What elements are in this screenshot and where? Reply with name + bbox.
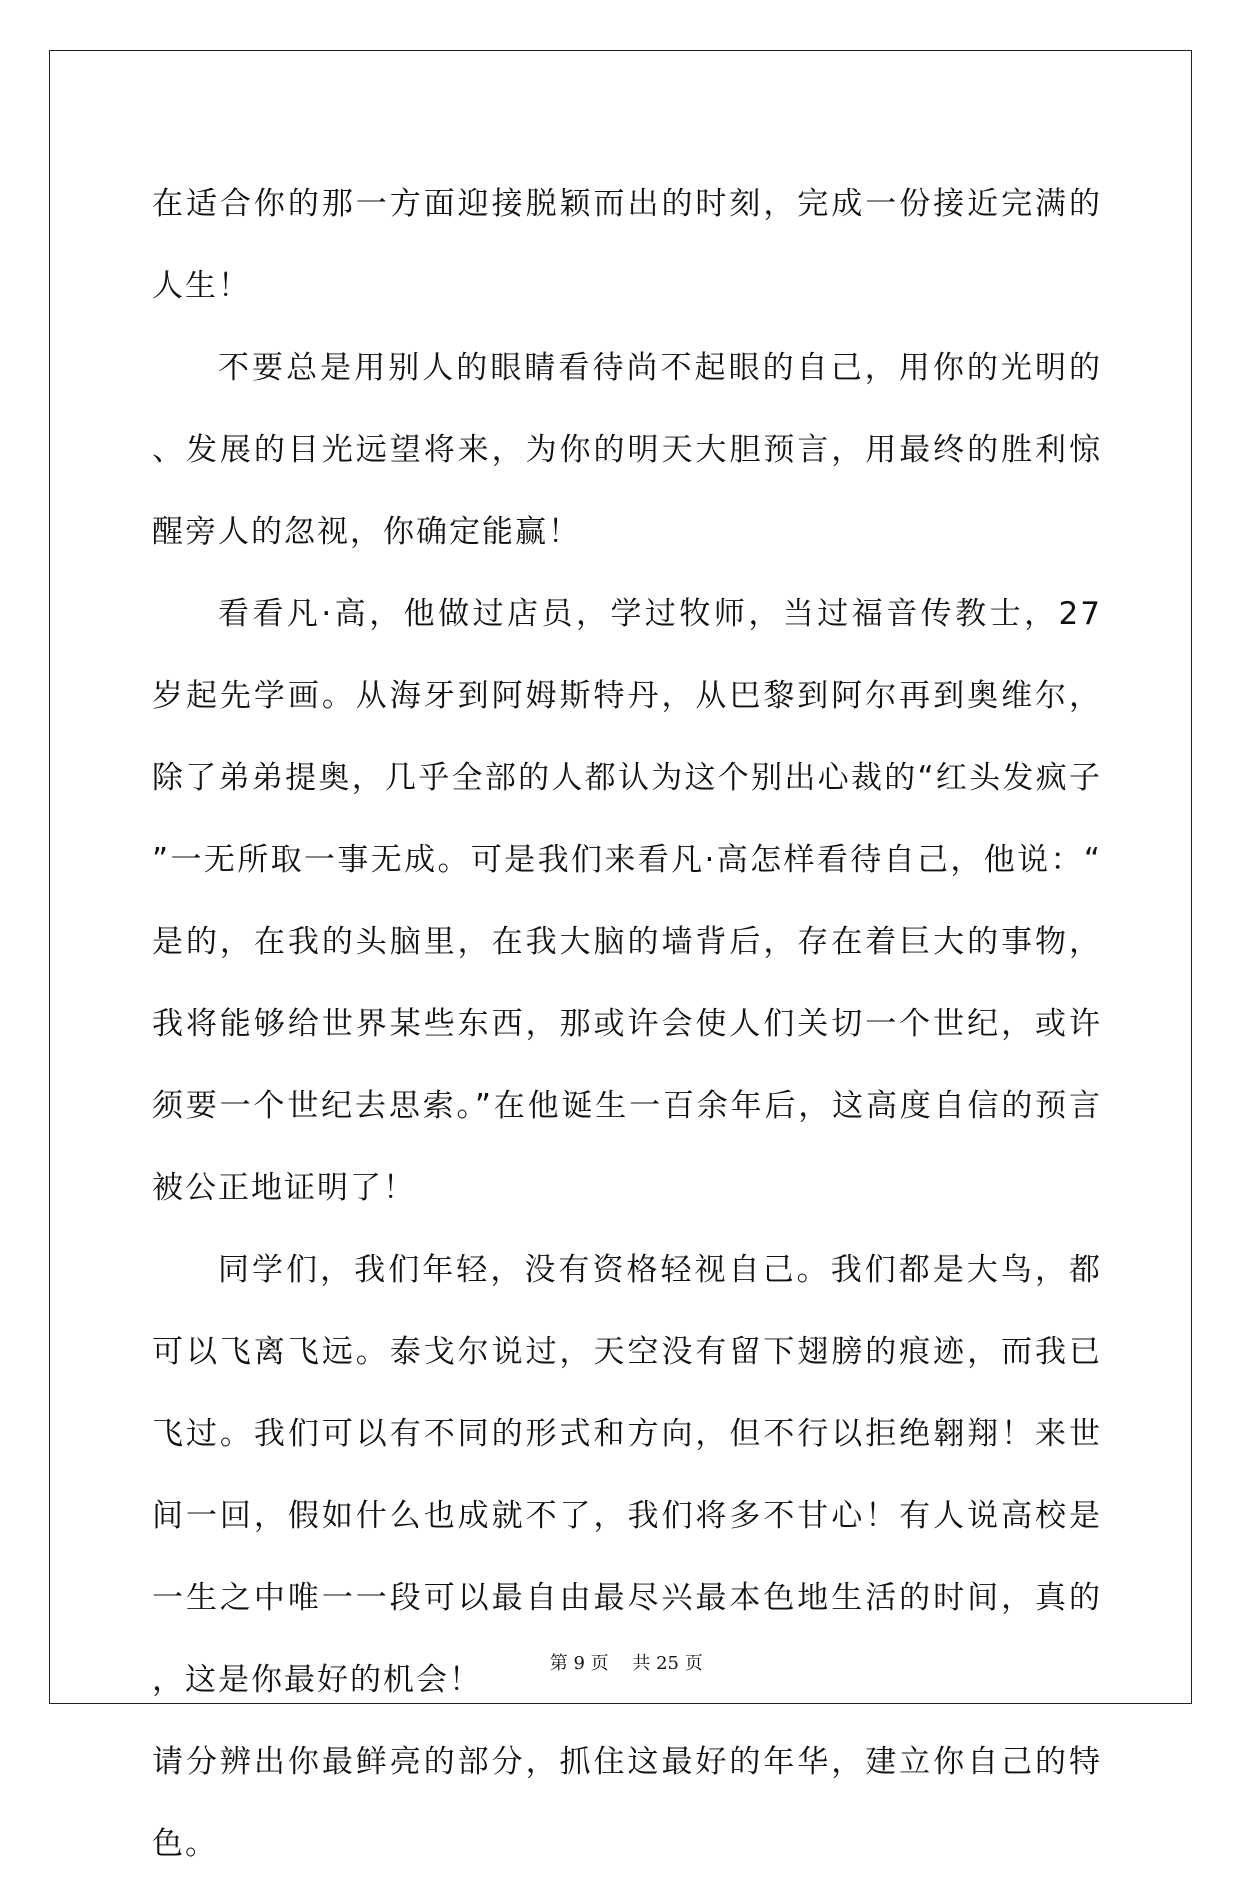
paragraph-4: 同学们，我们年轻，没有资格轻视自己。我们都是大鸟，都可以飞离飞远。泰戈尔说过，天空没有留下翅膀的痕迹，而我已飞过。我们可以有不同的形式和方向，但不行以拒绝翱翔！来世间一回，假如什么也成就不了，我们将多不甘心！有人说高校是一生之中唯一一段可以最自由最尽兴最本色地生活的时间，真的，这是你最好的机会！ (152, 1252, 1102, 1698)
page-footer (0, 1628, 1241, 1675)
paragraph-2: 不要总是用别人的眼睛看待尚不起眼的自己，用你的光明的、发展的目光远望将来，为你的明天大胆预言，用最终的胜利惊醒旁人的忽视，你确定能赢！ (152, 350, 1102, 550)
page-number: 第 9 页 共 25 页 (549, 1653, 703, 1674)
paragraph-5: 请分辨出你最鲜亮的部分，抓住这最好的年华，建立你自己的特色。 (152, 1744, 1102, 1862)
paragraph-1: 在适合你的那一方面迎接脱颖而出的时刻，完成一份接近完满的人生！ (152, 186, 1102, 304)
document-body (152, 163, 1102, 1885)
paragraph-3: 看看凡·高，他做过店员，学过牧师，当过福音传教士，27 岁起先学画。从海牙到阿姆斯特丹，从巴黎到阿尔再到奥维尔，除了弟弟提奥，几乎全部的人都认为这个别出心裁的“红头发疯子”一无所取一事无成。可是我们来看凡·高怎样看待自己，他说：“是的，在我的头脑里，在我大脑的墙背后，存在着巨大的事物，我将能够给世界某些东西，那或许会使人们关切一个世纪，或许须要一个世纪去思索。”在他诞生一百余年后，这高度自信的预言被公正地证明了！ (152, 596, 1102, 1206)
